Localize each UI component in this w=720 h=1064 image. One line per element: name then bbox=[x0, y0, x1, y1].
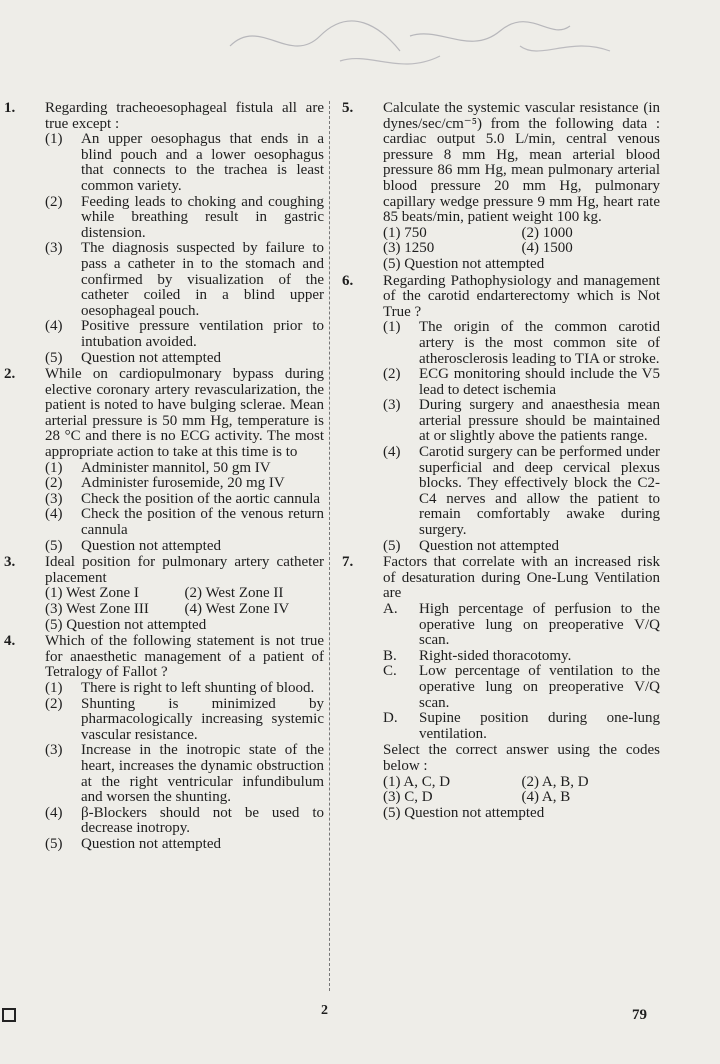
option-pair-item: (1) 750 bbox=[383, 224, 427, 241]
answer-option bbox=[45, 837, 324, 853]
option-text: Check the position of the aortic cannula bbox=[81, 490, 321, 507]
question-number: 2. bbox=[4, 366, 16, 383]
question-stem: Regarding Pathophysiology and management of the carotid endarterectomy which is Not True ? bbox=[383, 272, 660, 320]
option-text: During surgery and anaesthesia mean arterial pressure should be maintained at or slightly above the patients range. bbox=[419, 397, 660, 445]
option-label: (1) bbox=[45, 459, 63, 476]
option-label: (2) bbox=[45, 475, 63, 492]
answer-option bbox=[45, 132, 324, 194]
answer-option bbox=[45, 492, 324, 508]
option-text: Question not attempted bbox=[81, 537, 221, 554]
option-label: (3) bbox=[45, 742, 63, 759]
option-label: (4) bbox=[45, 804, 63, 821]
answer-option bbox=[383, 539, 660, 555]
answer-option bbox=[383, 711, 660, 742]
option-pair-item: (2) 1000 bbox=[521, 224, 573, 241]
option-pair-item: (4) West Zone IV bbox=[184, 601, 290, 617]
answer-option bbox=[45, 743, 324, 805]
question-stem: While on cardiopulmonary bypass during elective coronary artery revascularization, the patient is noted to have bulging sclerae. Mean arterial pressure is 50 mm Hg, temperature is 28 °C and there is no ECG activity. The most appropriate action to take at this time is to bbox=[45, 366, 324, 461]
option-label: (1) bbox=[383, 319, 401, 336]
option-label: (3) bbox=[383, 397, 401, 414]
option-pair-item: (1) A, C, D bbox=[383, 773, 451, 790]
option-label: (1) bbox=[45, 679, 63, 696]
option-pair-item: (3) West Zone III bbox=[45, 601, 149, 617]
question-number: 1. bbox=[4, 100, 16, 116]
option-text: Feeding leads to choking and coughing while breathing result in gastric distension. bbox=[81, 193, 324, 241]
option-text: The origin of the common carotid artery is the most common site of atherosclerosis leading to TIA or stroke. bbox=[419, 319, 660, 367]
answer-option bbox=[383, 664, 660, 711]
option-text: Question not attempted bbox=[81, 349, 221, 366]
question-stem: Factors that correlate with an increased risk of desaturation during One-Lung Ventilation are bbox=[383, 554, 660, 602]
column-divider bbox=[329, 101, 330, 991]
option-text: Right-sided thoracotomy. bbox=[419, 647, 572, 664]
answer-option bbox=[45, 319, 324, 350]
option-label: (4) bbox=[45, 318, 63, 335]
question-item bbox=[342, 274, 660, 555]
option-pair-row bbox=[45, 602, 324, 618]
option-label: (5) bbox=[45, 349, 63, 366]
option-text: β-Blockers should not be used to decrease inotropy. bbox=[81, 804, 324, 837]
left-column bbox=[4, 101, 324, 854]
option-row-last bbox=[383, 257, 660, 273]
option-label: A. bbox=[383, 601, 398, 617]
question-item bbox=[4, 555, 324, 633]
question-number: 4. bbox=[4, 633, 16, 650]
question-stem: Regarding tracheoesophageal fistula all are true except : bbox=[45, 100, 324, 132]
answer-option bbox=[45, 539, 324, 555]
option-label: (3) bbox=[45, 240, 63, 257]
handwritten-scribble bbox=[220, 6, 640, 86]
option-row-last bbox=[383, 806, 660, 822]
answer-option bbox=[383, 445, 660, 539]
option-text: Question not attempted bbox=[81, 835, 221, 852]
answer-option bbox=[45, 681, 324, 697]
option-label: C. bbox=[383, 663, 397, 680]
answer-option bbox=[383, 367, 660, 398]
question-item bbox=[4, 367, 324, 554]
option-text: Supine position during one-lung ventilation. bbox=[419, 710, 660, 742]
answer-option bbox=[45, 241, 324, 319]
option-text: Shunting is minimized by pharmacologically increasing systemic vascular resistance. bbox=[81, 695, 324, 743]
answer-option bbox=[383, 320, 660, 367]
answer-option bbox=[383, 602, 660, 649]
corner-square-mark bbox=[2, 1008, 16, 1022]
option-text: Positive pressure ventilation prior to intubation avoided. bbox=[81, 318, 324, 350]
option-label: (2) bbox=[383, 366, 401, 383]
option-label: (2) bbox=[45, 695, 63, 712]
option-label: B. bbox=[383, 647, 397, 664]
question-number: 3. bbox=[4, 554, 16, 571]
option-pair-item: (1) West Zone I bbox=[45, 585, 139, 602]
option-pair-row bbox=[383, 226, 660, 242]
right-column bbox=[342, 101, 660, 822]
option-row-last bbox=[45, 618, 324, 634]
option-text: Low percentage of ventilation to the operative lung on preoperative V/Q scan. bbox=[419, 663, 660, 711]
answer-option bbox=[45, 195, 324, 242]
page-number: 2 bbox=[321, 1003, 328, 1018]
question-stem: Calculate the systemic vascular resistance (in dynes/sec/cm⁻⁵) from the following data : cardiac output 5.0 L/min, central venous pressure 8 mm Hg, mean arterial blood pressure 86 mm Hg, mean pulmonary arterial blood pressure 20 mm Hg, pulmonary capillary wedge pressure 9 mm Hg, heart rate 85 beats/min, patient weight 100 kg. bbox=[383, 100, 660, 226]
option-label: (5) bbox=[383, 537, 401, 554]
option-label: D. bbox=[383, 710, 398, 727]
option-label: (2) bbox=[45, 193, 63, 210]
option-pair-item: (2) A, B, D bbox=[521, 773, 589, 790]
option-text: An upper oesophagus that ends in a blind pouch and a lower oesophagus that connects to the trachea is least common variety. bbox=[81, 131, 324, 194]
option-label: (3) bbox=[45, 490, 63, 507]
page-number-right: 79 bbox=[632, 1007, 647, 1023]
option-text: Check the position of the venous return cannula bbox=[81, 506, 324, 539]
option-text: Question not attempted bbox=[419, 537, 559, 554]
option-not-attempted: (5) Question not attempted bbox=[383, 804, 545, 821]
option-text: Carotid surgery can be performed under superficial and deep cervical plexus blocks. They effectively block the C2-C4 nerves and allow the patient to remain comfortably awake during surgery. bbox=[419, 444, 660, 539]
option-label: (5) bbox=[45, 835, 63, 852]
question-number: 7. bbox=[342, 554, 354, 571]
option-pair-row bbox=[383, 241, 660, 257]
option-not-attempted: (5) Question not attempted bbox=[383, 255, 545, 272]
answer-option bbox=[45, 507, 324, 538]
question-number: 5. bbox=[342, 100, 354, 116]
question-item bbox=[4, 101, 324, 366]
answer-option bbox=[45, 461, 324, 477]
question-item bbox=[4, 634, 324, 852]
question-number: 6. bbox=[342, 272, 354, 289]
option-pair-item: (3) C, D bbox=[383, 789, 433, 806]
option-text: High percentage of perfusion to the operative lung on preoperative V/Q scan. bbox=[419, 601, 660, 649]
option-label: (4) bbox=[383, 444, 401, 461]
option-text: Administer mannitol, 50 gm IV bbox=[81, 459, 271, 476]
answer-option bbox=[45, 351, 324, 367]
option-pair-item: (2) West Zone II bbox=[184, 585, 284, 602]
answer-option bbox=[383, 398, 660, 445]
option-text: Increase in the inotropic state of the heart, increases the dynamic obstruction at the right ventricular infundibulum and worsen the shunting. bbox=[81, 742, 324, 806]
question-stem: Ideal position for pulmonary artery catheter placement bbox=[45, 554, 324, 586]
option-pair-row bbox=[45, 586, 324, 602]
select-instruction: Select the correct answer using the codes below : bbox=[383, 742, 660, 774]
answer-option bbox=[45, 476, 324, 492]
question-item bbox=[342, 101, 660, 273]
option-label: (4) bbox=[45, 506, 63, 523]
option-pair-item: (4) A, B bbox=[521, 789, 571, 806]
option-text: Administer furosemide, 20 mg IV bbox=[81, 475, 285, 492]
option-text: ECG monitoring should include the V5 lead to detect ischemia bbox=[419, 366, 660, 398]
option-label: (1) bbox=[45, 131, 63, 148]
option-text: The diagnosis suspected by failure to pass a catheter in to the stomach and confirmed by visualization of the catheter coiled in a blind upper oesophageal pouch. bbox=[81, 240, 324, 319]
option-text: There is right to left shunting of blood. bbox=[81, 679, 315, 696]
option-not-attempted: (5) Question not attempted bbox=[45, 616, 207, 633]
option-pair-row bbox=[383, 790, 660, 806]
question-item bbox=[342, 555, 660, 821]
answer-option bbox=[383, 649, 660, 665]
option-pair-row bbox=[383, 775, 660, 791]
answer-option bbox=[45, 697, 324, 744]
option-label: (5) bbox=[45, 537, 63, 554]
option-pair-item: (3) 1250 bbox=[383, 240, 435, 257]
answer-option bbox=[45, 806, 324, 837]
question-stem: Which of the following statement is not true for anaesthetic management of a patient of Tetralogy of Fallot ? bbox=[45, 633, 324, 681]
option-pair-item: (4) 1500 bbox=[521, 240, 573, 257]
